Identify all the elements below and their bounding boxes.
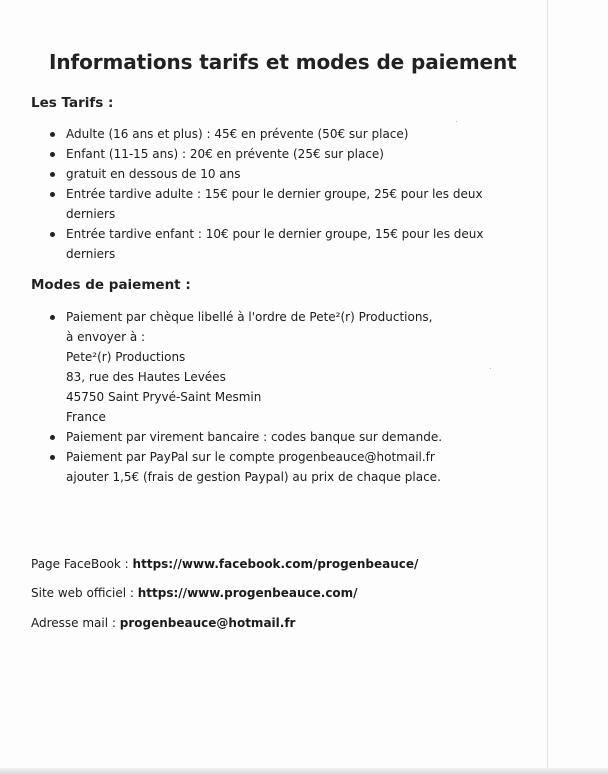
website-line	[31, 586, 358, 600]
email-label: Adresse mail :	[31, 616, 120, 630]
bullet-icon	[50, 172, 55, 177]
list-item	[48, 144, 468, 164]
list-item-text: Entrée tardive enfant : 10€ pour le dernier groupe, 15€ pour les deux	[66, 227, 484, 241]
tarifs-heading: Les Tarifs :	[31, 95, 114, 111]
bullet-icon	[50, 455, 55, 460]
list-item	[48, 307, 468, 427]
page-title: Informations tarifs et modes de paiement	[49, 50, 517, 74]
list-item-text: derniers	[66, 247, 116, 261]
list-item-text: gratuit en dessous de 10 ans	[66, 167, 241, 181]
list-item-text: Entrée tardive adulte : 15€ pour le dernier groupe, 25€ pour les deux	[66, 187, 483, 201]
email-line	[31, 616, 295, 630]
list-item	[48, 447, 468, 487]
website-label: Site web officiel :	[31, 586, 138, 600]
list-item-text: ajouter 1,5€ (frais de gestion Paypal) au prix de chaque place.	[66, 470, 441, 484]
list-item-text: Paiement par chèque libellé à l'ordre de Pete²(r) Productions,	[66, 310, 433, 324]
scan-page-edge	[547, 0, 548, 774]
list-item	[48, 224, 484, 264]
address-line: Pete²(r) Productions	[66, 350, 186, 364]
bullet-icon	[50, 192, 55, 197]
facebook-line	[31, 557, 418, 571]
scan-speck	[456, 121, 457, 122]
list-item	[48, 124, 468, 144]
tarifs-list	[48, 124, 484, 264]
list-item-text: Paiement par PayPal sur le compte progenbeauce@hotmail.fr	[66, 450, 435, 464]
list-item-text: à envoyer à :	[66, 330, 146, 344]
address-line: 83, rue des Hautes Levées	[66, 370, 226, 384]
address-line: 45750 Saint Pryvé-Saint Mesmin	[66, 390, 262, 404]
website-link: https://www.progenbeauce.com/	[137, 586, 358, 600]
bullet-icon	[50, 232, 55, 237]
bullet-icon	[50, 152, 55, 157]
scan-speck	[490, 368, 491, 369]
list-item-text: Paiement par virement bancaire : codes banque sur demande.	[66, 430, 443, 444]
address-line: France	[66, 410, 106, 424]
scan-bottom-edge	[0, 768, 608, 774]
bullet-icon	[50, 132, 55, 137]
email-link: progenbeauce@hotmail.fr	[119, 616, 296, 630]
paiement-list	[48, 307, 468, 487]
list-item	[48, 427, 468, 447]
list-item-text: derniers	[66, 207, 116, 221]
list-item-text: Enfant (11-15 ans) : 20€ en prévente (25€ sur place)	[66, 147, 384, 161]
list-item-text: Adulte (16 ans et plus) : 45€ en prévente (50€ sur place)	[66, 127, 409, 141]
list-item	[48, 164, 468, 184]
bullet-icon	[50, 435, 55, 440]
facebook-label: Page FaceBook :	[31, 557, 133, 571]
bullet-icon	[50, 315, 55, 320]
paiement-heading: Modes de paiement :	[31, 277, 191, 293]
facebook-link: https://www.facebook.com/progenbeauce/	[132, 557, 419, 571]
list-item	[48, 184, 483, 224]
